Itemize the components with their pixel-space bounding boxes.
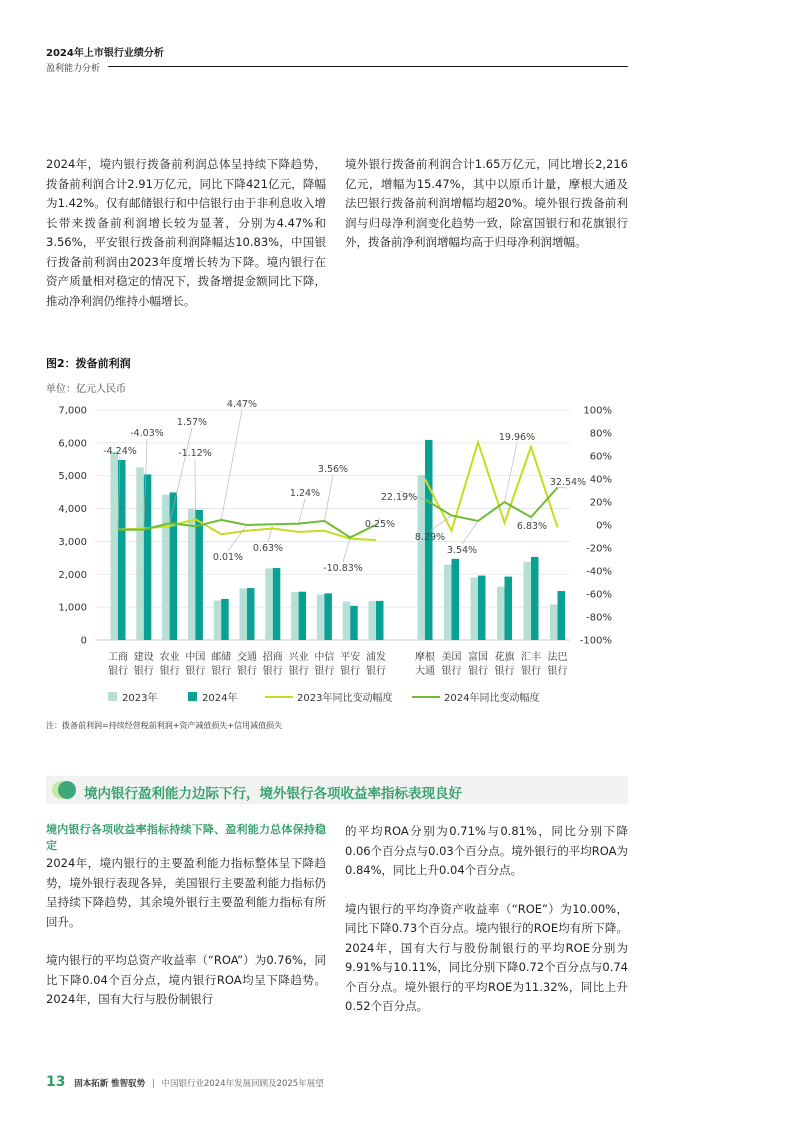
x-tick-label: 银行 [494,666,515,677]
x-tick-label: 浦发 [366,652,386,663]
bar-2024 [452,559,460,640]
x-tick-label: 银行 [366,666,386,677]
y2-tick-label: -100% [579,635,612,647]
x-tick-label: 大通 [415,666,435,677]
legend-label: 2024年 [202,693,238,704]
section-left-paragraph-2: 境内银行的平均总资产收益率（“ROA”）为0.76%，同比下降0.04个百分点，境内银行ROA均呈下降趋势。2024年，国有大行与股份制银行 [46,953,326,1006]
y2-tick-label: 80% [589,428,612,440]
bar-2023 [188,509,196,640]
y2-tick-label: 20% [589,497,612,509]
bar-2024 [221,599,229,640]
y-tick-label: 2,000 [58,569,87,581]
bar-2023 [418,475,426,640]
banner-leaf-icon [58,781,76,799]
x-tick-label: 银行 [108,666,128,677]
x-tick-label: 建设 [133,652,154,663]
x-tick-label: 银行 [521,666,541,677]
y-tick-label: 1,000 [58,602,87,614]
x-tick-label: 平安 [340,652,361,663]
section-subtitle: 盈利能力分析 [46,64,101,74]
section-right-paragraph-1: 的平均ROA分别为0.71%与0.81%，同比分别下降0.06个百分点与0.03个百分点。境外银行的平均ROA为0.84%，同比上升0.04个百分点。 [345,824,628,877]
data-label: 0.63% [252,543,284,554]
x-tick-label: 美国 [441,652,462,663]
page-number: 13 [46,1074,66,1090]
footer-separator: | [151,1079,155,1089]
data-label: -10.83% [323,563,363,574]
label-leader-line [324,475,333,521]
bar-2024 [558,591,566,640]
x-tick-label: 中国 [185,652,206,663]
data-label: -1.12% [178,448,212,459]
footer-document-title: 中国银行业2024年发展回顾及2025年展望 [161,1079,324,1089]
x-tick-label: 交通 [237,652,257,663]
x-tick-label: 银行 [159,666,180,677]
label-leader-line [268,524,273,542]
chart-x-axis [108,650,568,677]
x-tick-label: 农业 [159,652,180,663]
legend-swatch [108,692,117,701]
x-tick-label: 银行 [211,666,232,677]
header-rule [108,66,628,67]
chart-right-axis [580,406,612,647]
bar-2023 [343,602,351,640]
data-label: 0.01% [212,552,244,563]
bar-2024 [531,557,539,640]
data-label: -4.24% [103,446,137,457]
x-tick-label: 汇丰 [521,652,541,663]
data-label: 32.54% [549,477,587,488]
bar-2024 [376,601,384,640]
line-2023-yoy [425,442,558,531]
y2-tick-label: 0% [596,520,612,532]
data-label: 4.47% [226,399,258,410]
x-tick-label: 招商 [262,652,283,663]
bar-2024 [350,606,358,640]
x-tick-label: 银行 [547,666,568,677]
x-tick-label: 邮储 [211,652,232,663]
bar-2024 [505,577,513,640]
figure-note: 注：拨备前利润=持续经营税前利润+资产减值损失+信用减值损失 [46,721,283,730]
legend-swatch [188,692,197,701]
bar-2023 [291,592,299,640]
x-tick-label: 银行 [237,666,257,677]
label-leader-line [221,410,242,520]
data-label: 0.25% [364,519,396,530]
y-tick-label: 5,000 [58,471,87,483]
bar-2024 [247,588,255,640]
label-leader-line [299,499,305,524]
x-tick-label: 银行 [133,666,154,677]
data-label: 22.19% [380,492,418,503]
x-tick-label: 银行 [185,666,206,677]
figure-unit: 单位：亿元人民币 [46,384,126,395]
x-tick-label: 兴业 [288,652,309,663]
section-right-column [345,822,628,1017]
data-label: 3.56% [317,464,349,475]
legend-label: 2023年 [122,693,158,704]
data-label: 1.24% [289,488,321,499]
figure-title: 图2：拨备前利润 [46,357,131,370]
intro-left-paragraph: 2024年，境内银行拨备前利润总体呈持续下降趋势，拨备前利润合计2.91万亿元，同比下降421亿元，降幅为1.42%。仅有邮储银行和中信银行由于非利息收入增长带来拨备前利润增长较为显著，分别为4.47%和3.56%，平安银行拨备前利润降幅达10.83%，中国银行拨备前利润由2023年度增长转为下降。境内银行在资产质量相对稳定的情况下，拨备增提金额同比下降，推动净利润仍维持小幅增长。 [46,157,326,308]
bar-2023 [497,587,505,640]
bar-2024 [324,593,332,640]
label-leader-line [462,521,478,544]
x-tick-label: 银行 [441,666,462,677]
x-tick-label: 工商 [108,652,128,663]
section-sub-heading: 境内银行各项收益率指标持续下降、盈利能力总体保持稳定 [46,823,326,852]
data-label: 1.57% [176,417,208,428]
x-tick-label: 银行 [468,666,488,677]
bar-2023 [240,588,248,640]
bar-2023 [162,495,170,640]
chart-legend [108,691,539,704]
bar-2023 [444,565,452,640]
y-tick-label: 7,000 [58,405,87,417]
label-leader-line [228,525,247,551]
bar-2023 [550,605,558,640]
bar-2023 [136,468,144,641]
section-banner-title: 境内银行盈利能力边际下行，境外银行各项收益率指标表现良好 [84,786,462,802]
x-tick-label: 银行 [314,666,335,677]
bar-2023 [265,568,273,640]
data-label: 19.96% [498,432,536,443]
data-label: 8.29% [414,532,446,543]
x-tick-label: 花旗 [494,652,515,663]
bar-2024 [273,568,281,640]
bar-2023 [317,595,325,640]
bar-2024 [195,510,203,640]
y2-tick-label: -80% [586,612,612,624]
bar-2023 [471,578,479,640]
section-left-paragraph-1: 2024年，境内银行的主要盈利能力指标整体呈下降趋势，境外银行表现各异，美国银行主要盈利能力指标仍呈持续下降趋势，其余境外银行主要盈利能力指标有所回升。 [46,856,326,929]
section-left-column [46,822,326,1010]
legend-label: 2024年同比变动幅度 [444,693,540,704]
chart-left-axis [58,406,87,647]
data-label: 3.54% [446,545,478,556]
bar-2024 [478,576,486,640]
y-tick-label: 6,000 [58,438,87,450]
x-tick-label: 银行 [288,666,309,677]
y2-tick-label: 100% [583,405,612,417]
footer-brand: 固本拓新 惟智驭势 [74,1079,146,1089]
x-tick-label: 银行 [262,666,283,677]
x-tick-label: 摩根 [415,652,435,663]
y2-tick-label: -60% [586,589,612,601]
bar-2023 [524,562,532,640]
y2-tick-label: 60% [589,451,612,463]
bar-2023 [214,601,222,640]
x-tick-label: 富国 [468,652,488,663]
bar-2024 [299,592,307,640]
x-tick-label: 银行 [340,666,361,677]
y2-tick-label: -40% [586,566,612,578]
y2-tick-label: -20% [586,543,612,555]
x-tick-label: 法巴 [547,652,568,663]
legend-label: 2023年同比变动幅度 [297,693,393,704]
bar-2023 [369,601,377,640]
report-title: 2024年上市银行业绩分析 [46,48,164,59]
bar-2023 [111,452,119,640]
y-tick-label: 4,000 [58,504,87,516]
data-label: -4.03% [130,428,164,439]
bar-2024 [170,492,178,640]
intro-right-paragraph: 境外银行拨备前利润合计1.65万亿元，同比增长2,216亿元，增幅为15.47%，其中以原币计量，摩根大通及法巴银行拨备前利润增幅均超20%。境外银行拨备前利润与归母净利润变化趋势一致，除富国银行和花旗银行外，拨备前净利润增幅均高于归母净利润增幅。 [345,157,628,249]
y2-tick-label: 40% [589,474,612,486]
y-tick-label: 0 [80,635,87,647]
y-tick-label: 3,000 [58,536,87,548]
page-footer [46,1074,324,1090]
pre-provision-profit-chart [0,395,793,715]
data-label: 6.83% [516,521,548,532]
section-right-paragraph-2: 境内银行的平均净资产收益率（“ROE”）为10.00%，同比下降0.73个百分点。境内银行的ROE均有所下降。2024年，国有大行与股份制银行的平均ROE分别为9.91%与10.11%，同比分别下降0.72个百分点与0.74个百分点。境外银行的平均ROE为11.32%，同比上升0.52个百分点。 [345,901,628,1013]
x-tick-label: 中信 [314,652,335,663]
